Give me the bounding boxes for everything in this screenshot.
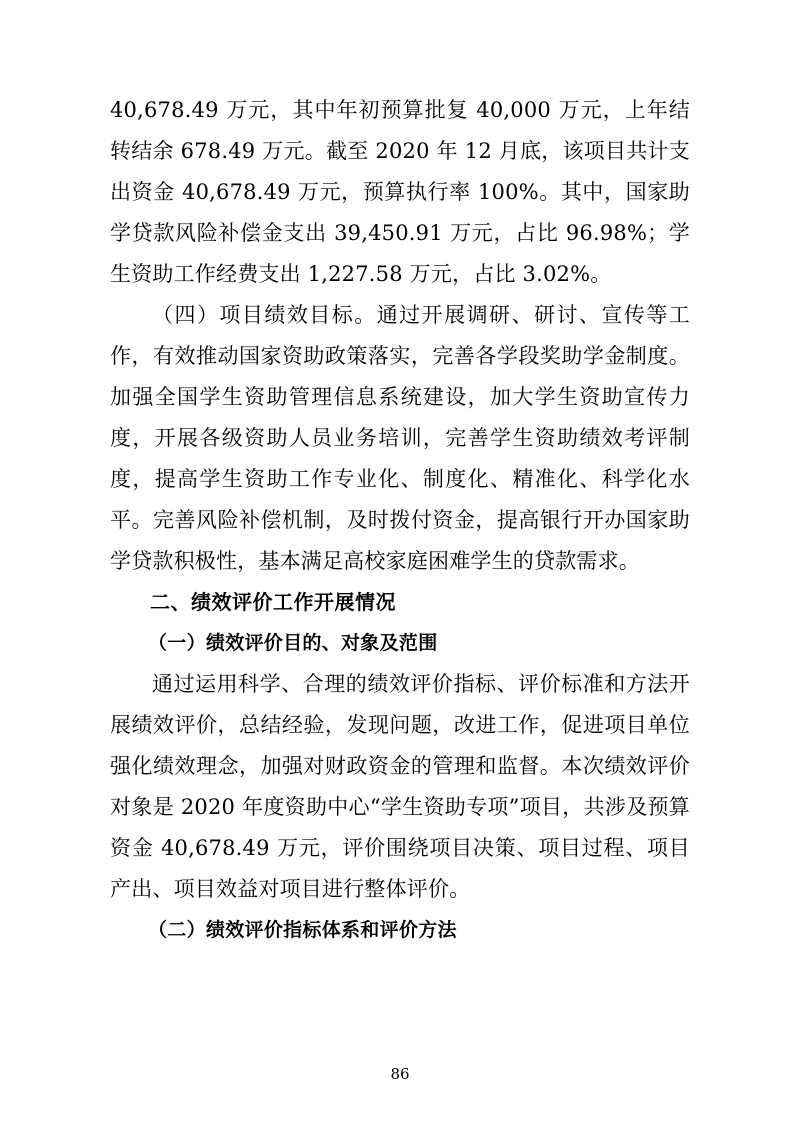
paragraph-evaluation-purpose: 通过运用科学、合理的绩效评价指标、评价标准和方法开展绩效评价，总结经验，发现问题，改进工作，促进项目单位强化绩效理念，加强对财政资金的管理和监督。本次绩效评价对象是 2020 年度资助中心“学生资助专项”项目，共涉及预算资金 40,678.49 万元，评价围绕项目决策、项目过程、项目产出、项目效益对项目进行整体评价。 <box>110 672 690 901</box>
paragraph-project-performance-goals: （四）项目绩效目标。通过开展调研、研讨、宣传等工作，有效推动国家资助政策落实，完善各学段奖助学金制度。加强全国学生资助管理信息系统建设，加大学生资助宣传力度，开展各级资助人员业务培训，完善学生资助绩效考评制度，提高学生资助工作专业化、制度化、精准化、科学化水平。完善风险补偿机制，及时拨付资金，提高银行开办国家助学贷款积极性，基本满足高校家庭困难学生的贷款需求。 <box>110 303 690 573</box>
section-heading-two: 二、绩效评价工作开展情况 <box>150 590 396 614</box>
page-number: 86 <box>390 1065 410 1083</box>
subsection-heading-one: （一）绩效评价目的、对象及范围 <box>148 632 438 654</box>
paragraph-budget-execution: 40,678.49 万元，其中年初预算批复 40,000 万元，上年结转结余 678.49 万元。截至 2020 年 12 月底，该项目共计支出资金 40,678.49 万元，预算执行率 100%。其中，国家助学贷款风险补偿金支出 39,450.91 万元，占比 96.98%；学生资助工作经费支出 1,227.58 万元，占比 3.02%。 <box>110 98 690 286</box>
document-body <box>110 90 690 951</box>
subsection-heading-two: （二）绩效评价指标体系和评价方法 <box>148 919 457 941</box>
